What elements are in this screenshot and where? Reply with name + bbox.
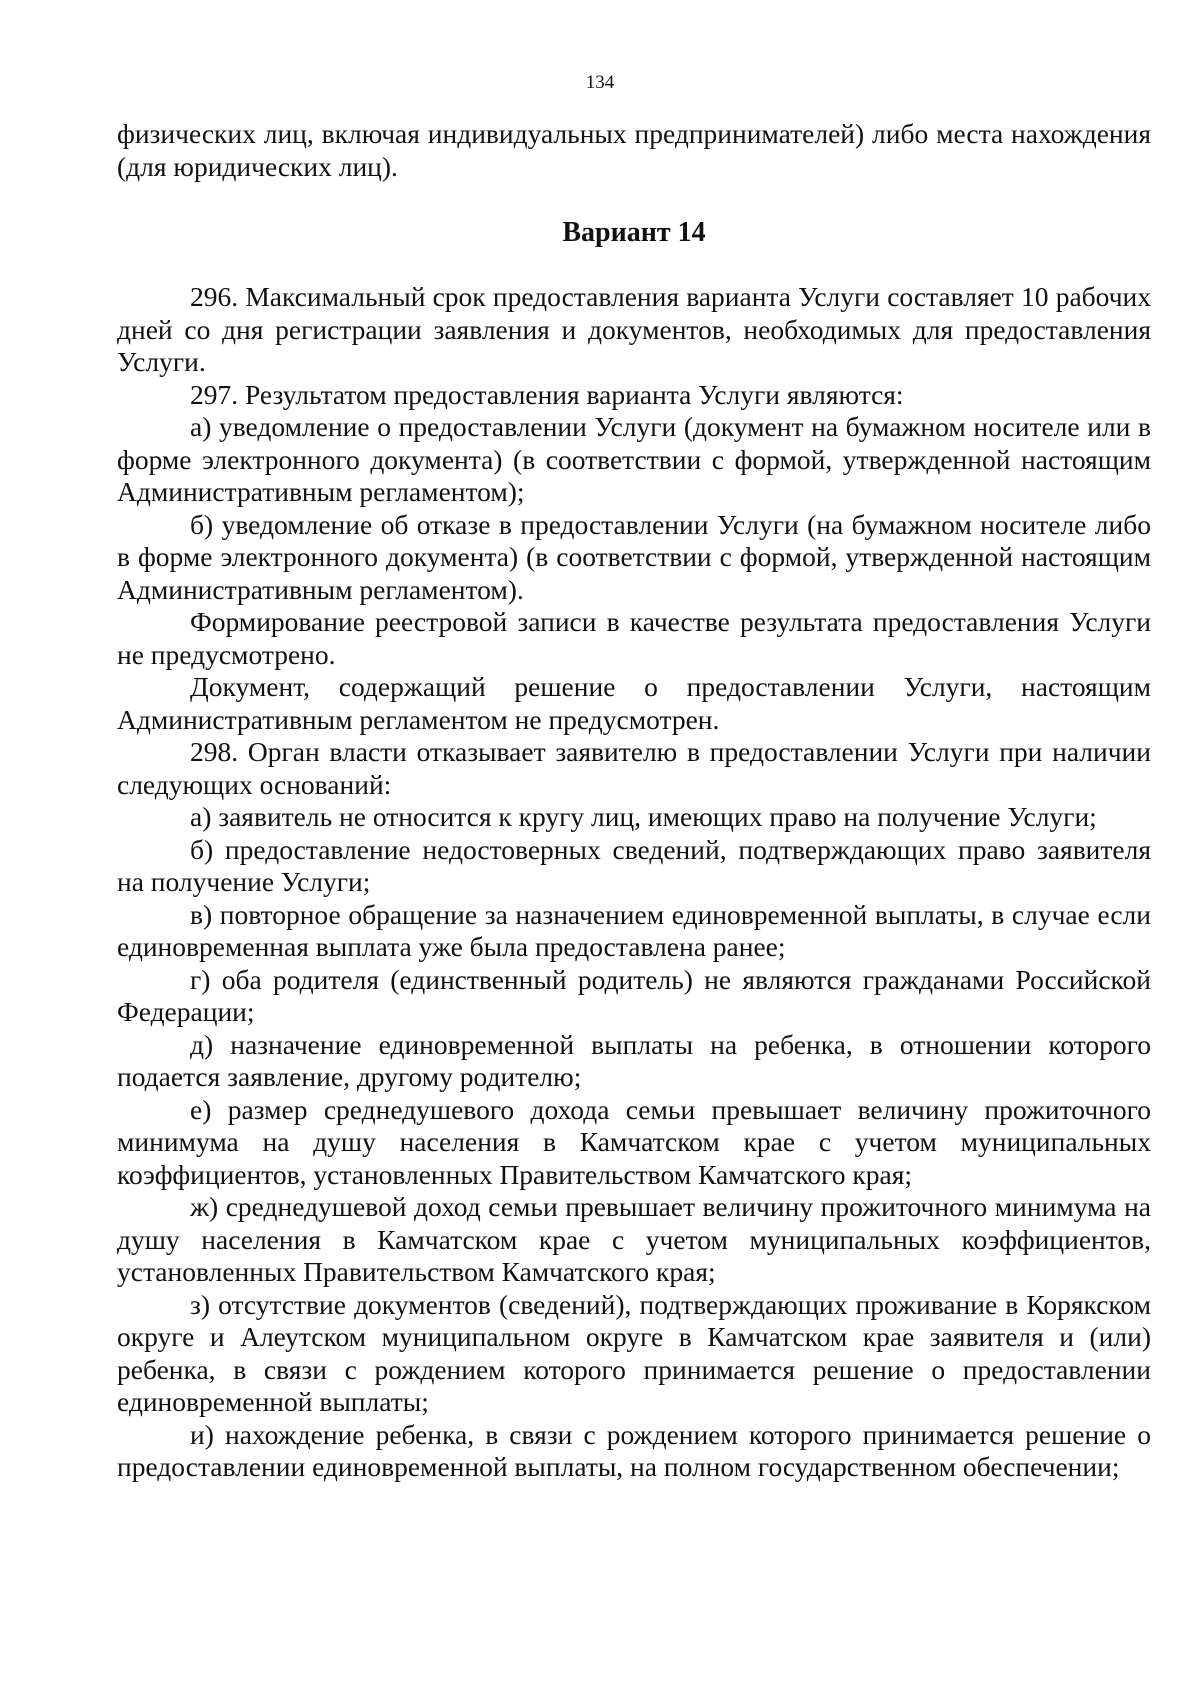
list-item-298-g: г) оба родителя (единственный родитель) не являются гражданами Российской Федерации; (117, 963, 1151, 1027)
paragraph-registry-record: Формирование реестровой записи в качестве результата предоставления Услуги не предусмотрено. (117, 606, 1151, 670)
section-heading: Вариант 14 (562, 217, 706, 248)
list-item-298-a: а) заявитель не относится к кругу лиц, имеющих право на получение Услуги; (190, 801, 1097, 832)
list-item-298-v: в) повторное обращение за назначением единовременной выплаты, в случае если единовременная выплата уже была предоставлена ранее; (117, 898, 1151, 962)
list-item-298-z: з) отсутствие документов (сведений), подтверждающих проживание в Корякском округе и Алеутском муниципальном округе в Камчатском крае заявителя и (или) ребенка, в связи с рождением которого принимается решение о предоставлении единовременной выплаты; (117, 1288, 1151, 1417)
list-item-298-i: и) нахождение ребенка, в связи с рождением которого принимается решение о предоставлении единовременной выплаты, на полном государственном обеспечении; (117, 1418, 1151, 1482)
list-item-298-b: б) предоставление недостоверных сведений, подтверждающих право заявителя на получение Услуги; (117, 833, 1151, 897)
list-item-298-e: е) размер среднедушевого дохода семьи превышает величину прожиточного минимума на душу населения в Камчатском крае с учетом муниципальных коэффициентов, установленных Правительством Камчатского края; (117, 1093, 1151, 1190)
page-number: 134 (585, 72, 615, 93)
paragraph-continuation: физических лиц, включая индивидуальных предпринимателей) либо места нахождения (для юридических лиц). (117, 118, 1151, 182)
paragraph-decision-document: Документ, содержащий решение о предоставлении Услуги, настоящим Административным регламентом не предусмотрен. (117, 671, 1151, 735)
paragraph-297: 297. Результатом предоставления варианта Услуги являются: (190, 378, 904, 410)
list-item-297-a: а) уведомление о предоставлении Услуги (документ на бумажном носителе или в форме электронного документа) (в соответствии с формой, утвержденной настоящим Административным регламентом); (117, 411, 1151, 507)
list-item-298-d: д) назначение единовременной выплаты на ребенка, в отношении которого подается заявление, другому родителю; (117, 1028, 1151, 1092)
paragraph-296: 296. Максимальный срок предоставления варианта Услуги составляет 10 рабочих дней со дня регистрации заявления и документов, необходимых для предоставления Услуги. (117, 281, 1151, 377)
document-body (117, 118, 1151, 1484)
list-item-297-b: б) уведомление об отказе в предоставлении Услуги (на бумажном носителе либо в форме электронного документа) (в соответствии с формой, утвержденной настоящим Административным регламентом). (117, 508, 1151, 605)
paragraph-298: 298. Орган власти отказывает заявителю в предоставлении Услуги при наличии следующих оснований: (117, 736, 1151, 800)
list-item-298-zh: ж) среднедушевой доход семьи превышает величину прожиточного минимума на душу населения в Камчатском крае с учетом муниципальных коэффициентов, установленных Правительством Камчатского края; (117, 1191, 1151, 1287)
